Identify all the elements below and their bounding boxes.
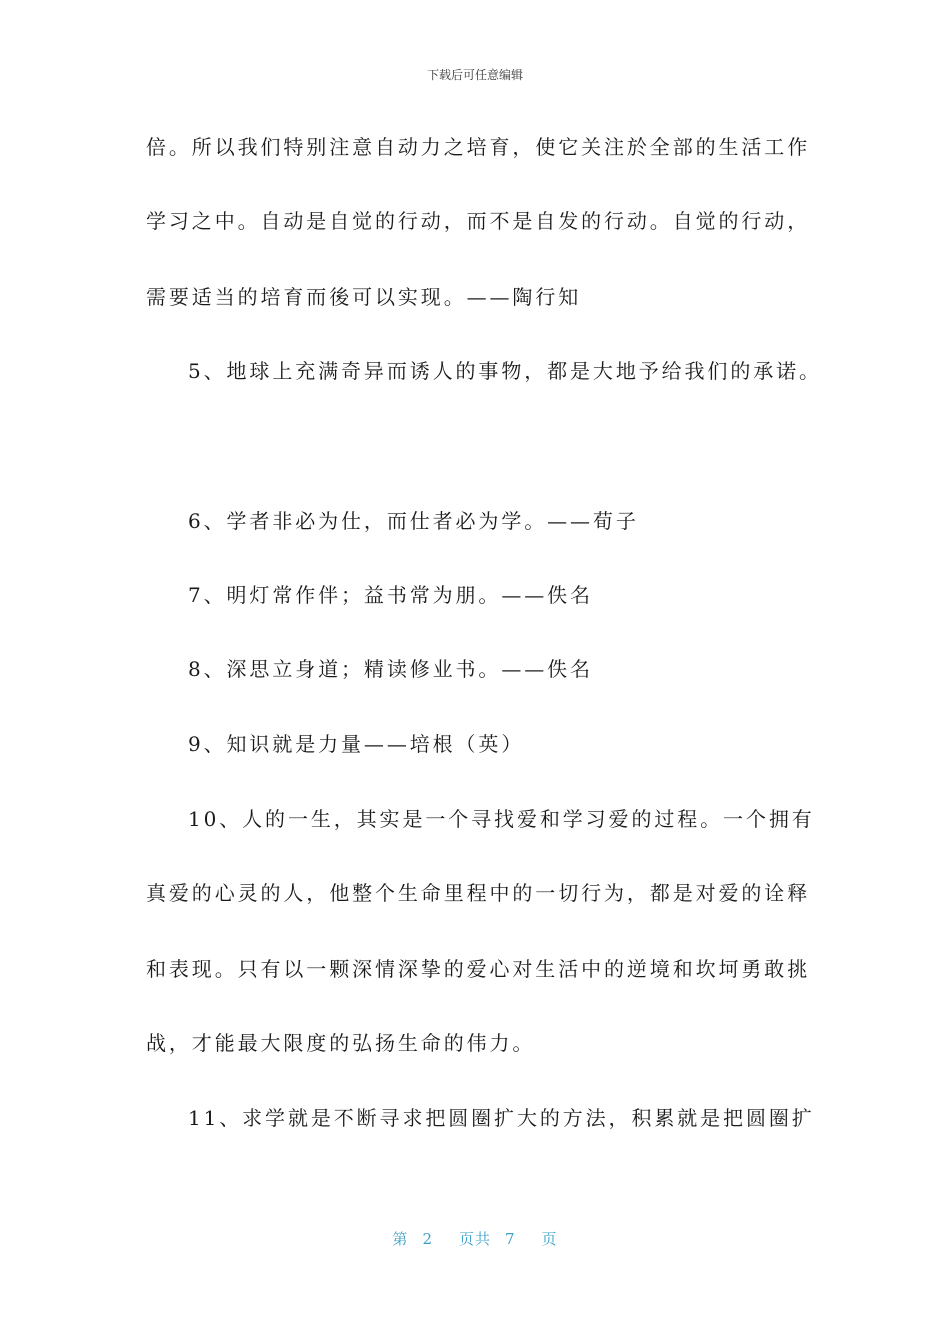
text-line: 真爱的心灵的人，他整个生命里程中的一切行为，都是对爱的诠释 [146,881,811,905]
list-item-11: 11、求学就是不断寻求把圆圈扩大的方法，积累就是把圆圈扩 [188,1106,815,1130]
list-item-5: 5、地球上充满奇异而诱人的事物，都是大地予给我们的承诺。 [188,359,822,383]
text-line: 战，才能最大限度的弘扬生命的伟力。 [146,1031,536,1055]
list-item-10: 10、人的一生，其实是一个寻找爱和学习爱的过程。一个拥有 [188,807,815,831]
footer-total-pages: 7 [505,1230,516,1248]
footer-prefix: 第 [392,1230,409,1248]
text-line: 学习之中。自动是自觉的行动，而不是自发的行动。自觉的行动， [146,209,811,233]
footer-middle: 页共 [458,1230,491,1248]
text-line: 需要适当的培育而後可以实现。——陶行知 [146,285,582,309]
footer-suffix: 页 [541,1230,558,1248]
page-footer [0,1228,950,1249]
text-line: 倍。所以我们特别注意自动力之培育，使它关注於全部的生活工作 [146,135,811,159]
list-item-9: 9、知识就是力量——培根（英） [188,732,525,756]
list-item-7: 7、明灯常作伴；益书常为朋。——佚名 [188,583,593,607]
list-item-8: 8、深思立身道；精读修业书。——佚名 [188,657,593,681]
page-header: 下载后可任意编辑 [426,68,523,82]
footer-page-number: 2 [422,1230,433,1248]
text-line: 和表现。只有以一颗深情深挚的爱心对生活中的逆境和坎坷勇敢挑 [146,957,811,981]
list-item-6: 6、学者非必为仕，而仕者必为学。——荀子 [188,509,639,533]
